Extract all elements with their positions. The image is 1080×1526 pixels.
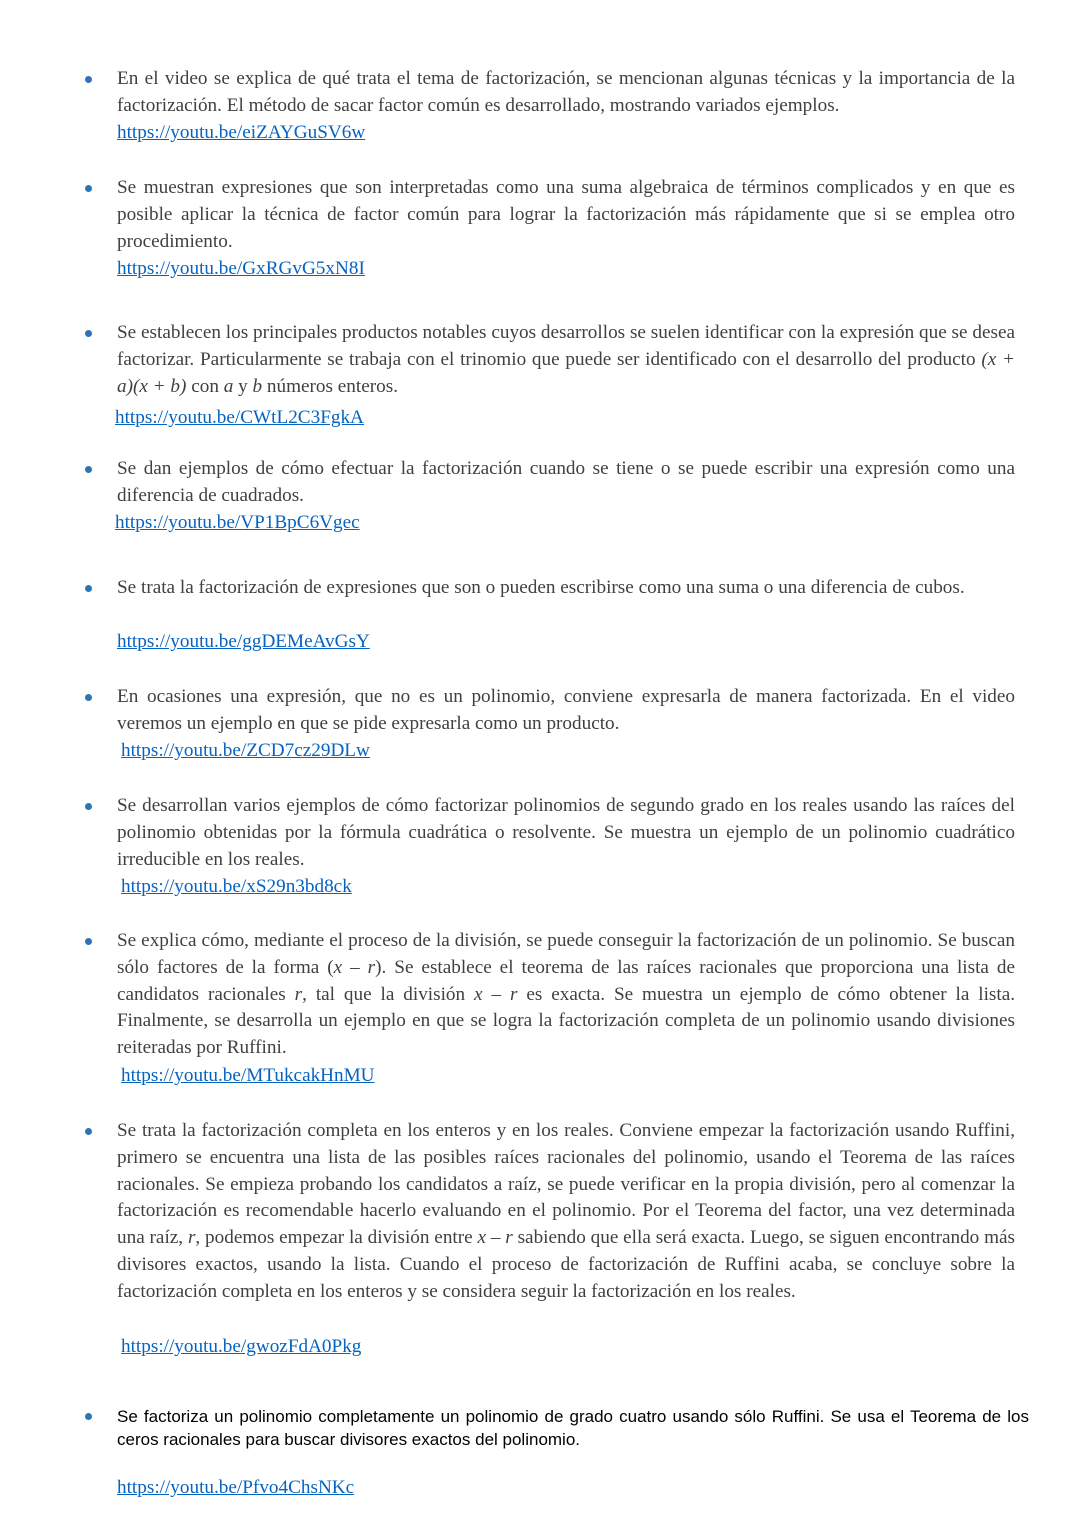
item-text: Se establecen los principales productos notables cuyos desarrollos se suelen identificar con la expresión que se desea factorizar. Particularmente se trabaja con el trinomio que puede ser identificado con el desarrollo del producto [117, 322, 1015, 370]
item-description: Se muestran expresiones que son interpretadas como una suma algebraica de términos complicados y en que es posible aplicar la técnica de factor común para lograr la factorización más rápidamente que si se emplea otro procedimiento. [117, 177, 1015, 252]
bullet-icon [85, 330, 92, 337]
bullet-icon [85, 585, 92, 592]
video-link[interactable]: https://youtu.be/xS29n3bd8ck [121, 876, 352, 897]
item-text: , podemos empezar la división entre [195, 1227, 473, 1249]
bullet-icon [85, 803, 92, 810]
video-link[interactable]: https://youtu.be/eiZAYGuSV6w [117, 122, 366, 143]
bullet-icon [85, 76, 92, 83]
math-variable: b [252, 375, 263, 397]
item-text: , tal que la división [302, 983, 466, 1005]
item-description: En ocasiones una expresión, que no es un polinomio, conviene expresarla de manera factorizada. En el video veremos un ejemplo en que se pide expresarla como un producto. [117, 686, 1015, 734]
item-description [117, 928, 1015, 1062]
math-expression: (x + a)(x + b) [117, 348, 1016, 397]
bullet-icon [85, 938, 92, 945]
bullet-icon [85, 694, 92, 701]
item-description: Se desarrollan varios ejemplos de cómo factorizar polinomios de segundo grado en los reales usando las raíces del polinomio obtenidas por la fórmula cuadrática o resolvente. Se muestra un ejemplo de un polinomio cuadrático irreducible en los reales. [117, 795, 1015, 870]
item-text: números enteros. [266, 375, 398, 397]
math-expression: x – r [474, 983, 518, 1005]
bullet-icon [85, 466, 92, 473]
math-variable: a [223, 375, 234, 397]
video-link[interactable]: https://youtu.be/ZCD7cz29DLw [121, 740, 370, 761]
item-text: sabiendo que ella será exacta. Luego, se siguen encontrando más divisores exactos, usando la lista. Cuando el proceso de factorización de Ruffini acaba, se concluye sobre la factorización completa en los enteros y se considera seguir la factorización en los reales. [117, 1227, 1016, 1302]
item-text: ). Se establece el teorema de las raíces racionales que proporciona una lista de candidatos racionales [117, 956, 1015, 1005]
math-variable: r [187, 1227, 196, 1249]
item-text: es exacta. Se muestra un ejemplo de cómo obtener la lista. Finalmente, se desarrolla un ejemplo en que se logra la factorización completa de un polinomio usando divisiones reiteradas por Ruffini. [117, 983, 1016, 1059]
item-description [117, 320, 1015, 400]
bullet-icon [85, 185, 92, 192]
math-variable: r [294, 983, 303, 1005]
item-description: En el video se explica de qué trata el tema de factorización, se mencionan algunas técnicas y la importancia de la factorización. El método de sacar factor común es desarrollado, mostrando variados ejemplos. [117, 68, 1015, 116]
video-link[interactable]: https://youtu.be/ggDEMeAvGsY [117, 631, 370, 652]
video-link[interactable]: https://youtu.be/MTukcakHnMU [121, 1065, 375, 1086]
item-text: con [191, 375, 219, 397]
item-text: Se explica cómo, mediante el proceso de la división, se puede conseguir la factorización de un polinomio. Se buscan sólo factores de la forma ( [117, 930, 1015, 978]
item-text: Se trata la factorización completa en los enteros y en los reales. Conviene empezar la factorización usando Ruffini, primero se encuentra una lista de las posibles raíces racionales del polinomio, usando el Teorema de las raíces racionales. Se empieza probando los candidatos a raíz, se puede verificar en la propia división, pero al comenzar la factorización es recomendable hacerlo evaluando en el polinomio. Por el Teorema del factor, una vez determinada una raíz, [117, 1120, 1015, 1249]
video-link[interactable]: https://youtu.be/Pfvo4ChsNKc [117, 1477, 355, 1498]
item-description: Se dan ejemplos de cómo efectuar la factorización cuando se tiene o se puede escribir una expresión como una diferencia de cuadrados. [117, 458, 1015, 506]
math-expression: x – r [333, 956, 376, 978]
video-link[interactable]: https://youtu.be/VP1BpC6Vgec [115, 512, 360, 533]
video-link[interactable]: https://youtu.be/CWtL2C3FgkA [115, 407, 364, 428]
bullet-icon [85, 1128, 92, 1135]
item-description [117, 1118, 1015, 1306]
item-description: Se trata la factorización de expresiones que son o pueden escribirse como una suma o una diferencia de cubos. [117, 577, 965, 598]
video-link[interactable]: https://youtu.be/gwozFdA0Pkg [121, 1336, 362, 1357]
bullet-icon [85, 1413, 92, 1420]
math-expression: x – r [477, 1227, 513, 1249]
item-description: Se factoriza un polinomio completamente un polinomio de grado cuatro usando sólo Ruffini. Se usa el Teorema de los ceros racionales para buscar divisores exactos del polinomio. [117, 1407, 1029, 1450]
video-link[interactable]: https://youtu.be/GxRGvG5xN8I [117, 258, 365, 279]
item-text: y [238, 375, 248, 397]
